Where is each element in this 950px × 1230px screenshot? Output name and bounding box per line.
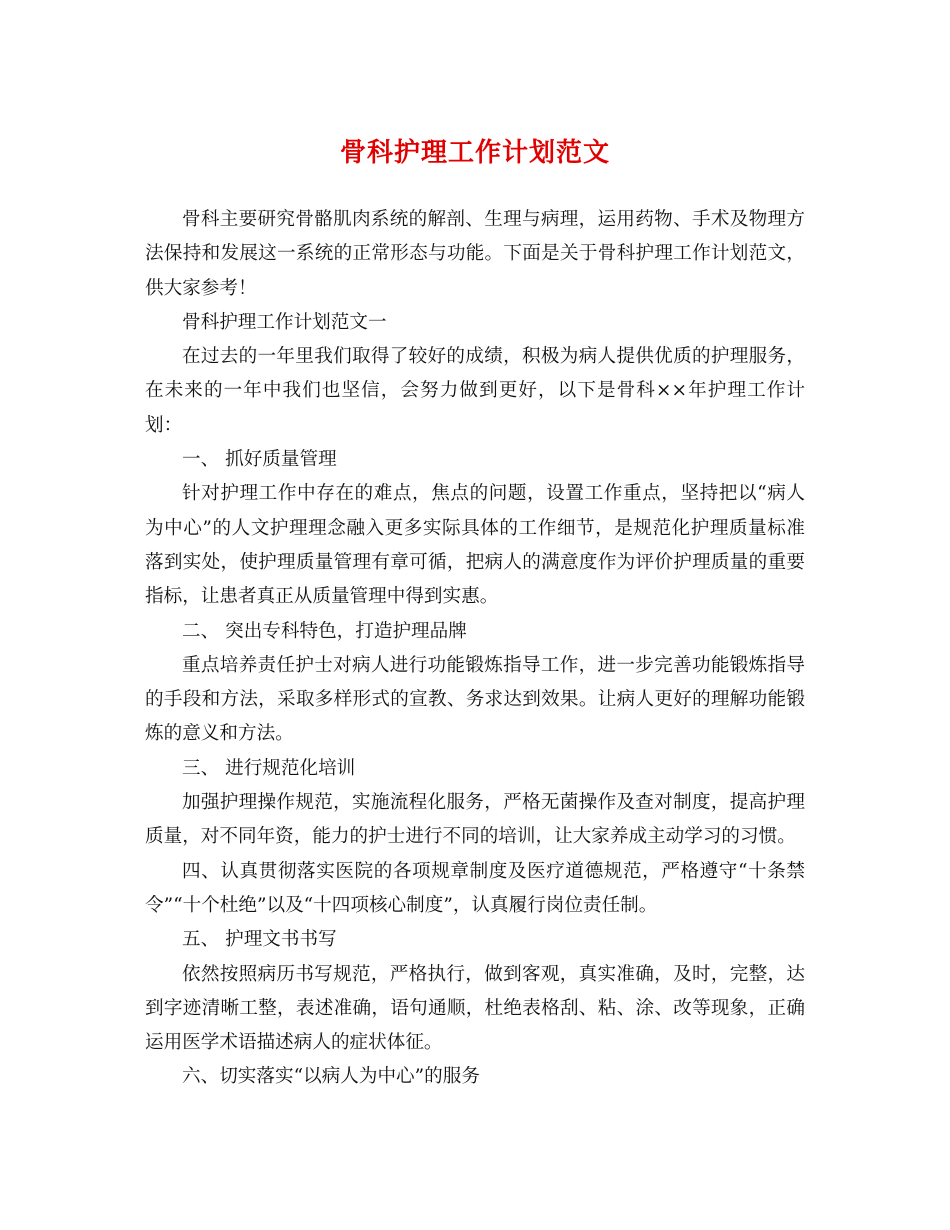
- training-paragraph: 加强护理操作规范，实施流程化服务，严格无菌操作及查对制度，提高护理质量，对不同年资，能力的护士进行不同的培训，让大家养成主动学习的习惯。: [145, 792, 805, 848]
- section-heading-patient-centered: 六、切实落实“以病人为中心”的服务: [182, 1066, 480, 1088]
- section-heading-quality: 一、 抓好质量管理: [182, 449, 337, 471]
- document-body: [145, 203, 805, 1095]
- specialty-paragraph: 重点培养责任护士对病人进行功能锻炼指导工作，进一步完善功能锻炼指导的手段和方法，采取多样形式的宣教、务求达到效果。让病人更好的理解功能锻炼的意义和方法。: [145, 654, 805, 745]
- document-title: 骨科护理工作计划范文: [339, 138, 610, 168]
- section-heading-training: 三、 进行规范化培训: [182, 757, 356, 779]
- quality-paragraph: 针对护理工作中存在的难点，焦点的问题，设置工作重点，坚持把以“病人为中心”的人文护理理念融入更多实际具体的工作细节，是规范化护理质量标准落到实处，使护理质量管理有章可循，把病人的满意度作为评价护理质量的重要指标，让患者真正从质量管理中得到实惠。: [145, 483, 805, 608]
- section-heading-documentation: 五、 护理文书书写: [182, 929, 337, 951]
- intro-paragraph: 骨科主要研究骨骼肌肉系统的解剖、生理与病理，运用药物、手术及物理方法保持和发展这一系统的正常形态与功能。下面是关于骨科护理工作计划范文，供大家参考！: [145, 209, 805, 299]
- overview-paragraph: 在过去的一年里我们取得了较好的成绩，积极为病人提供优质的护理服务，在未来的一年中我们也坚信，会努力做到更好，以下是骨科××年护理工作计划：: [145, 346, 805, 436]
- section-heading-specialty: 二、 突出专科特色，打造护理品牌: [182, 620, 467, 642]
- documentation-paragraph: 依然按照病历书写规范，严格执行，做到客观，真实准确，及时，完整，达到字迹清晰工整，表述准确，语句通顺，杜绝表格刮、粘、涂、改等现象，正确运用医学术语描述病人的症状体征。: [145, 963, 805, 1054]
- section-heading-sample-one: 骨科护理工作计划范文一: [182, 311, 387, 333]
- regulations-paragraph: 四、认真贯彻落实医院的各项规章制度及医疗道德规范，严格遵守“十条禁令”“十个杜绝”以及“十四项核心制度”，认真履行岗位责任制。: [145, 860, 805, 916]
